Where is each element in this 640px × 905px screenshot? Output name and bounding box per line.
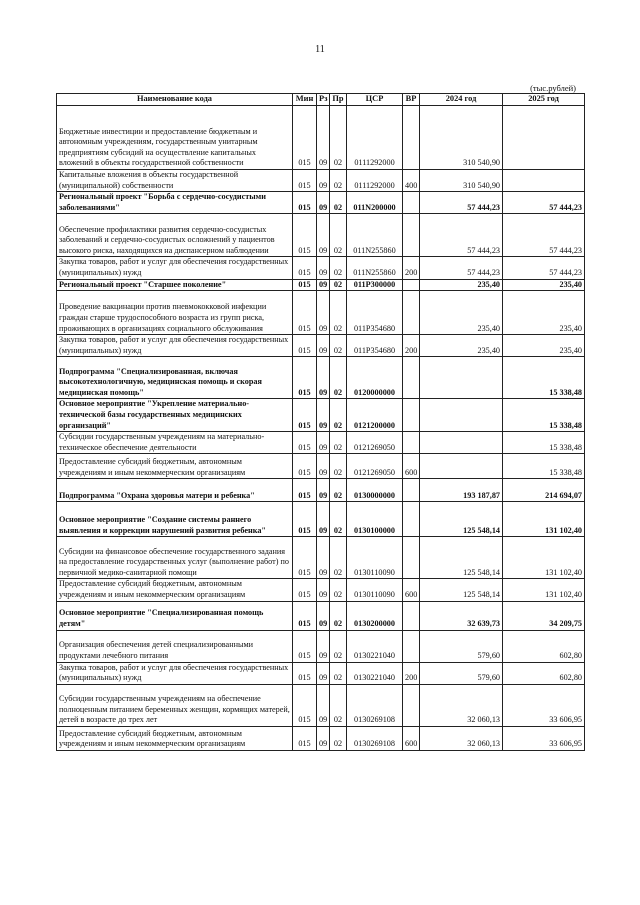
table-row: [57, 479, 585, 502]
cell-2025: 235,40: [503, 291, 585, 335]
cell-rz: 09: [317, 192, 330, 214]
cell-rz: 09: [317, 335, 330, 357]
cell-vr: [403, 630, 420, 662]
cell-2024: 57 444,23: [420, 257, 503, 279]
cell-min: 015: [293, 399, 317, 432]
cell-csr: 011P354680: [347, 335, 403, 357]
table-row: [57, 684, 585, 726]
cell-2024: 125 548,14: [420, 502, 503, 537]
cell-pr: 02: [330, 192, 347, 214]
cell-vr: 600: [403, 579, 420, 601]
cell-vr: 400: [403, 170, 420, 192]
cell-2025: 57 444,23: [503, 192, 585, 214]
cell-csr: 0111292000: [347, 170, 403, 192]
cell-rz: 09: [317, 579, 330, 601]
cell-vr: [403, 684, 420, 726]
cell-vr: [403, 291, 420, 335]
table-row: [57, 357, 585, 399]
table-header-row: [57, 94, 585, 106]
cell-2024: 57 444,23: [420, 214, 503, 257]
cell-rz: 09: [317, 684, 330, 726]
cell-name: Региональный проект "Борьба с сердечно-сосудистыми заболеваниями": [57, 192, 293, 214]
cell-pr: 02: [330, 335, 347, 357]
cell-csr: 011P300000: [347, 279, 403, 291]
cell-min: 015: [293, 192, 317, 214]
cell-min: 015: [293, 684, 317, 726]
table-row: [57, 214, 585, 257]
table-row: [57, 432, 585, 454]
cell-2025: 131 102,40: [503, 537, 585, 579]
table-row: [57, 502, 585, 537]
table-row: [57, 192, 585, 214]
header-csr: ЦСР: [347, 94, 403, 106]
cell-pr: 02: [330, 279, 347, 291]
cell-csr: 0120000000: [347, 357, 403, 399]
cell-vr: [403, 601, 420, 630]
cell-name: Закупка товаров, работ и услуг для обеспечения государственных (муниципальных) нужд: [57, 662, 293, 684]
cell-rz: 09: [317, 399, 330, 432]
cell-pr: 02: [330, 537, 347, 579]
cell-2025: 602,80: [503, 630, 585, 662]
header-name: Наименование кода: [57, 94, 293, 106]
cell-min: 015: [293, 335, 317, 357]
header-rz: Рз: [317, 94, 330, 106]
cell-vr: [403, 537, 420, 579]
cell-rz: 09: [317, 106, 330, 170]
cell-vr: [403, 106, 420, 170]
cell-min: 015: [293, 291, 317, 335]
header-2025: 2025 год: [503, 94, 585, 106]
cell-rz: 09: [317, 357, 330, 399]
cell-name: Подпрограмма "Охрана здоровья матери и ребенка": [57, 479, 293, 502]
cell-2024: 235,40: [420, 291, 503, 335]
cell-csr: 011N200000: [347, 192, 403, 214]
cell-2024: 235,40: [420, 335, 503, 357]
cell-name: Обеспечение профилактики развития сердечно-сосудистых заболеваний и сердечно-сосудистых осложнений у пациентов высокого риска, находящихся на диспансерном наблюдении: [57, 214, 293, 257]
cell-rz: 09: [317, 726, 330, 750]
cell-vr: 200: [403, 662, 420, 684]
cell-name: Субсидии государственным учреждениям на материально-техническое обеспечение деятельности: [57, 432, 293, 454]
table-row: [57, 279, 585, 291]
cell-2025: 15 338,48: [503, 432, 585, 454]
cell-vr: [403, 357, 420, 399]
cell-min: 015: [293, 726, 317, 750]
cell-rz: 09: [317, 432, 330, 454]
cell-min: 015: [293, 579, 317, 601]
cell-min: 015: [293, 454, 317, 479]
cell-min: 015: [293, 537, 317, 579]
cell-2024: 310 540,90: [420, 170, 503, 192]
cell-min: 015: [293, 662, 317, 684]
budget-table: [56, 93, 585, 751]
cell-name: Предоставление субсидий бюджетным, автономным учреждениям и иным некоммерческим организациям: [57, 579, 293, 601]
cell-name: Организация обеспечения детей специализированными продуктами лечебного питания: [57, 630, 293, 662]
cell-2024: [420, 357, 503, 399]
cell-2025: 33 606,95: [503, 726, 585, 750]
cell-csr: 0130110090: [347, 537, 403, 579]
cell-rz: 09: [317, 502, 330, 537]
cell-csr: 0130221040: [347, 630, 403, 662]
header-vr: ВР: [403, 94, 420, 106]
cell-2024: 32 060,13: [420, 684, 503, 726]
cell-rz: 09: [317, 537, 330, 579]
cell-2025: 602,80: [503, 662, 585, 684]
cell-min: 015: [293, 432, 317, 454]
cell-vr: [403, 279, 420, 291]
cell-csr: 0130269108: [347, 684, 403, 726]
cell-2025: 15 338,48: [503, 399, 585, 432]
cell-min: 015: [293, 170, 317, 192]
cell-2025: 235,40: [503, 335, 585, 357]
cell-2025: 15 338,48: [503, 357, 585, 399]
cell-min: 015: [293, 601, 317, 630]
cell-pr: 02: [330, 579, 347, 601]
cell-rz: 09: [317, 214, 330, 257]
cell-2025: 33 606,95: [503, 684, 585, 726]
cell-name: Предоставление субсидий бюджетным, автономным учреждениям и иным некоммерческим организациям: [57, 726, 293, 750]
cell-name: Подпрограмма "Специализированная, включая высокотехнологичную, медицинская помощь и скорая медицинская помощь": [57, 357, 293, 399]
cell-min: 015: [293, 502, 317, 537]
cell-vr: [403, 399, 420, 432]
cell-csr: 011N255860: [347, 214, 403, 257]
cell-pr: 02: [330, 502, 347, 537]
cell-vr: 200: [403, 257, 420, 279]
cell-min: 015: [293, 630, 317, 662]
table-row: [57, 454, 585, 479]
cell-2024: [420, 399, 503, 432]
cell-rz: 09: [317, 630, 330, 662]
header-2024: 2024 год: [420, 94, 503, 106]
cell-name: Закупка товаров, работ и услуг для обеспечения государственных (муниципальных) нужд: [57, 257, 293, 279]
cell-vr: [403, 479, 420, 502]
cell-name: Закупка товаров, работ и услуг для обеспечения государственных (муниципальных) нужд: [57, 335, 293, 357]
cell-rz: 09: [317, 454, 330, 479]
table-row: [57, 399, 585, 432]
cell-name: Региональный проект "Старшее поколение": [57, 279, 293, 291]
cell-csr: 0121200000: [347, 399, 403, 432]
cell-2025: 57 444,23: [503, 257, 585, 279]
cell-2025: 57 444,23: [503, 214, 585, 257]
cell-pr: 02: [330, 662, 347, 684]
cell-min: 015: [293, 106, 317, 170]
cell-min: 015: [293, 279, 317, 291]
cell-pr: 02: [330, 432, 347, 454]
cell-vr: [403, 432, 420, 454]
cell-pr: 02: [330, 479, 347, 502]
cell-2024: 32 060,13: [420, 726, 503, 750]
cell-name: Капитальные вложения в объекты государственной (муниципальной) собственности: [57, 170, 293, 192]
cell-name: Проведение вакцинации против пневмококковой инфекции граждан старше трудоспособного возраста из групп риска, проживающих в организациях социального обслуживания: [57, 291, 293, 335]
table-body: [57, 106, 585, 751]
cell-csr: 0130110090: [347, 579, 403, 601]
cell-csr: 0130269108: [347, 726, 403, 750]
cell-pr: 02: [330, 106, 347, 170]
cell-rz: 09: [317, 279, 330, 291]
cell-pr: 02: [330, 630, 347, 662]
cell-pr: 02: [330, 170, 347, 192]
cell-min: 015: [293, 479, 317, 502]
cell-pr: 02: [330, 214, 347, 257]
table-row: [57, 335, 585, 357]
cell-name: Основное мероприятие "Укрепление материально-технической базы государственных медицинских организаций": [57, 399, 293, 432]
table-row: [57, 662, 585, 684]
cell-2024: 579,60: [420, 630, 503, 662]
cell-rz: 09: [317, 170, 330, 192]
cell-2025: [503, 106, 585, 170]
cell-2024: 579,60: [420, 662, 503, 684]
cell-name: Бюджетные инвестиции и предоставление бюджетным и автономным учреждениям, государственным унитарным предприятиям субсидий на осуществление капитальных вложений в объекты государственной собственности: [57, 106, 293, 170]
cell-2025: 214 694,07: [503, 479, 585, 502]
cell-vr: [403, 192, 420, 214]
cell-name: Субсидии государственным учреждениям на обеспечение полноценным питанием беременных женщин, кормящих матерей, детей в возрасте до трех лет: [57, 684, 293, 726]
cell-rz: 09: [317, 257, 330, 279]
cell-rz: 09: [317, 662, 330, 684]
cell-vr: [403, 214, 420, 257]
cell-min: 015: [293, 257, 317, 279]
cell-vr: [403, 502, 420, 537]
cell-name: Субсидии на финансовое обеспечение государственного задания на предоставление государственных услуг (выполнение работ) по первичной медико-санитарной помощи: [57, 537, 293, 579]
cell-vr: 200: [403, 335, 420, 357]
cell-2024: 310 540,90: [420, 106, 503, 170]
table-row: [57, 106, 585, 170]
cell-2024: 235,40: [420, 279, 503, 291]
cell-2025: 15 338,48: [503, 454, 585, 479]
cell-2024: 32 639,73: [420, 601, 503, 630]
table-row: [57, 726, 585, 750]
cell-min: 015: [293, 214, 317, 257]
page-number: 11: [315, 44, 325, 55]
cell-pr: 02: [330, 291, 347, 335]
table-row: [57, 257, 585, 279]
cell-csr: 011N255860: [347, 257, 403, 279]
cell-pr: 02: [330, 726, 347, 750]
cell-2024: 193 187,87: [420, 479, 503, 502]
header-pr: Пр: [330, 94, 347, 106]
table-row: [57, 537, 585, 579]
cell-csr: 0121269050: [347, 454, 403, 479]
unit-note: (тыс.рублей): [530, 83, 576, 93]
cell-csr: 0130000000: [347, 479, 403, 502]
cell-2024: 125 548,14: [420, 579, 503, 601]
table-row: [57, 170, 585, 192]
cell-csr: 0130200000: [347, 601, 403, 630]
cell-rz: 09: [317, 479, 330, 502]
cell-2024: [420, 432, 503, 454]
cell-rz: 09: [317, 291, 330, 335]
cell-csr: 0121269050: [347, 432, 403, 454]
cell-vr: 600: [403, 726, 420, 750]
cell-csr: 011P354680: [347, 291, 403, 335]
cell-name: Основное мероприятие "Специализированная помощь детям": [57, 601, 293, 630]
cell-name: Предоставление субсидий бюджетным, автономным учреждениям и иным некоммерческим организациям: [57, 454, 293, 479]
cell-name: Основное мероприятие "Создание системы раннего выявления и коррекции нарушений развития ребенка": [57, 502, 293, 537]
cell-min: 015: [293, 357, 317, 399]
cell-csr: 0111292000: [347, 106, 403, 170]
cell-2025: 131 102,40: [503, 579, 585, 601]
cell-2025: 131 102,40: [503, 502, 585, 537]
cell-2024: 57 444,23: [420, 192, 503, 214]
table-row: [57, 630, 585, 662]
cell-2025: [503, 170, 585, 192]
cell-pr: 02: [330, 601, 347, 630]
cell-rz: 09: [317, 601, 330, 630]
cell-pr: 02: [330, 357, 347, 399]
table-row: [57, 291, 585, 335]
cell-pr: 02: [330, 454, 347, 479]
table-row: [57, 579, 585, 601]
cell-vr: 600: [403, 454, 420, 479]
cell-2025: 235,40: [503, 279, 585, 291]
cell-csr: 0130100000: [347, 502, 403, 537]
table-row: [57, 601, 585, 630]
cell-2024: [420, 454, 503, 479]
cell-2025: 34 209,75: [503, 601, 585, 630]
cell-pr: 02: [330, 684, 347, 726]
cell-pr: 02: [330, 257, 347, 279]
cell-csr: 0130221040: [347, 662, 403, 684]
cell-pr: 02: [330, 399, 347, 432]
header-min: Мин: [293, 94, 317, 106]
cell-2024: 125 548,14: [420, 537, 503, 579]
